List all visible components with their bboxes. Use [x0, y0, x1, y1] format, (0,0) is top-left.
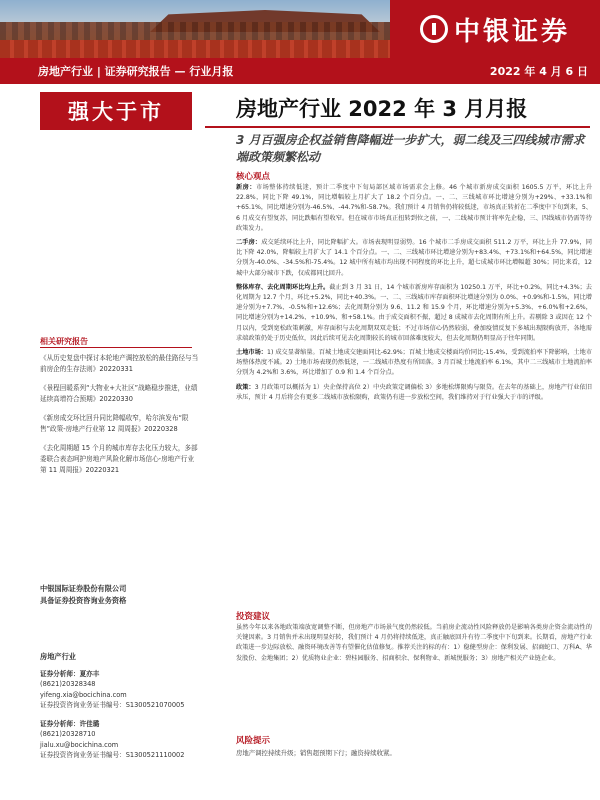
- investment-text: 虽然今年以来各地政策端放宽调整不断，但房地产市场景气度仍然较低。当前房企流动性风险释放仍是影响各类房企资金流动性的关键因素。3 月销售并未出现明显好转，我们预计 4 月仍将持续低迷，真正触底回升有待二季度中下旬到来。长期看，房地产行业政策进一步边际放松、融资环境改善等有望催化估值修复。推荐关注的标的有：1）稳健型房企：保利发展、招商蛇口、万科A、华发股份、金地集团；2）优质物业企业：碧桂园服务、招商积余、保利物业、新城悦服务；3）房地产相关产业链企业。: [236, 624, 592, 662]
- core-paragraph: [236, 238, 592, 279]
- analyst-name: 许佳璐: [79, 719, 100, 728]
- related-divider: [40, 347, 192, 348]
- page-title: 房地产行业 2022 年 3 月月报: [236, 97, 528, 121]
- paragraph-lead: 新房：: [236, 184, 256, 191]
- core-paragraph: [236, 348, 592, 379]
- title-divider: [205, 126, 590, 128]
- analyst-block: [40, 669, 200, 711]
- analyst-role: 证券分析师：: [40, 669, 80, 678]
- related-report-list: [40, 353, 200, 484]
- risk-text: 房地产调控持续升级；销售超预期下行；融资持续收紧。: [236, 749, 396, 757]
- core-heading: 核心观点: [236, 172, 271, 182]
- paragraph-lead: 土地市场：: [236, 349, 268, 357]
- analyst-name: 夏亦丰: [79, 669, 100, 678]
- analyst-email[interactable]: yifeng.xia@bocichina.com: [40, 690, 127, 699]
- brand-name: 中银证券: [453, 16, 570, 47]
- paragraph-text: 3 月政策可以概括为 1）央企保持高位 2）中央政策定调偏松 3）多地松绑限购与限贷。在去年的基础上，房地产行业依旧承压，预计 4 月后将会有更多二线城市放松限购，政策仍有进一步放松空间，我们维持对于行业强大于市的评级。: [236, 383, 592, 401]
- analyst-block: [40, 719, 200, 761]
- paragraph-lead: 整体库存、去化周期环比均上升。: [236, 283, 330, 291]
- paragraph-text: 截止到 3 月 31 日，14 个城市新房库存面积为 10250.1 万平，环比+0.2%，同比+4.3%；去化周期为 12.7 个月，环比+5.2%，同比+40.3%。一、二、三线城市库存面积环比增速分别为 0.0%、+0.9%和-1.5%，同比增速分别为+7.7%、-0.5%和+12.6%；去化周期分别为 9.6、11.2 和 15.9 个月，环比增速分别为+5.3%、+6.0%和+2.6%，同比增速分别为+14.2%、+10.9%、和+58.1%。由于成交面积不振，超过 8 成城市去化周期有所上升。若剔除 3 或因在 12 个月以内，受到宽松政策刺激，库存面积与去化周期双双走低；不过市场信心仍然较弱，叠加疫情反复下多城出现限购放开，各地需求端政策仍处于历史低位，因此后续可见去化周期较长的城市回落难度较大，但去化周期仍明显高于往年同期。: [236, 283, 592, 342]
- analyst-phone: (8621)20328348: [40, 680, 96, 688]
- report-date: 2022 年 4 月 6 日: [489, 65, 588, 78]
- paragraph-lead: 二手房：: [236, 239, 262, 247]
- related-heading: 相关研究报告: [40, 337, 88, 346]
- related-report-link[interactable]: 《从历史复盘中探讨本轮地产调控放松的最佳路径与当前房企的生存法则》20220331: [40, 354, 199, 373]
- rating-badge: 强大于市: [40, 92, 192, 130]
- related-report-link[interactable]: 《新房成交环比回升同比降幅收窄，哈尔滨发布“限售”政策-房地产行业第 12 周周报》20220328: [40, 414, 189, 433]
- paragraph-text: 市场整体持续低迷，预计二季度中下旬局部区域市场需求会上修。46 个城市新房成交面积 1605.5 万平，环比上升 22.8%，同比下降 49.1%，同比增幅较上月扩大了 18.2 个百分点。一、二、三线城市环比增速分别为+29%、+33.1%和+65.1%，同比增速分别为-46.5%、-44.7%和-58.7%。我们预计 4 月销售仍将较低迷，市场真正转折在二季度中下旬到来，5、6 月成交有望复苏，同比跌幅有望收窄。但在城市市场真正扭转到位之前，一、二线城市预计将率先企稳，三、四线城市仍需等待政策发力。: [236, 184, 593, 232]
- report-category-bar: [0, 58, 600, 84]
- company-info: 中银国际证券股份有限公司 具备证券投资咨询业务资格: [40, 584, 127, 605]
- paragraph-lead: 政策：: [236, 383, 255, 391]
- paragraph-text: 成交延续环比上升，同比降幅扩大。市场表现明显弱势。16 个城市二手房成交面积 511.2 万平，环比上升 77.9%，同比下降 42.0%，降幅较上月扩大了 14.1 个百分点。一、二、三线城市环比增速分别为+83.4%、+73.1%和+64.5%，同比增速分别为-40.0%、-34.5%和-75.4%。12 城中所有城市均出现不同程度的环比上升，超七成城市环比增幅超 30%；同比来看，12 城中大部分城市下跌，仅成都同比回升。: [236, 239, 592, 277]
- analyst-cert: 证券投资咨询业务证书编号：S1300521070005: [40, 701, 185, 709]
- core-paragraph: [236, 283, 592, 344]
- analyst-email[interactable]: jialu.xu@bocichina.com: [40, 740, 119, 749]
- bank-logo-icon: [420, 15, 448, 43]
- core-paragraph: [236, 383, 592, 403]
- core-paragraph: [236, 183, 592, 234]
- paragraph-text: 1) 成交显著缩量。百城土地成交建面同比-62.9%；百城土地成交楼面均价同比-15.4%，受到流拍率下降影响，土地市场整体热度不减。2) 土地市场表现仍然低迷，一二线城市热度有所回落。3 月百城土地流拍率 6.1%，其中二三线城市土地流拍率分别为 4.2%和 3.6%，环比增加了 0.9 和 1.4 个百分点。: [236, 349, 593, 377]
- report-category: 房地产行业 | 证券研究报告 — 行业月报: [38, 65, 234, 78]
- analyst-cert: 证券投资咨询业务证书编号：S1300521110002: [40, 751, 185, 759]
- related-report-link[interactable]: 《去化周期超 15 个月的城市库存去化压力较大，多部委联合表态呵护房地产风险化解市场信心-房地产行业第 11 周周报》20220321: [40, 444, 198, 474]
- risk-heading: 风险提示: [236, 736, 271, 746]
- analyst-role: 证券分析师：: [40, 719, 80, 728]
- header-banner: [0, 0, 600, 58]
- core-content: [236, 183, 592, 407]
- brand-logo: [390, 0, 600, 58]
- investment-heading: 投资建议: [236, 612, 271, 622]
- investment-content: [236, 623, 592, 664]
- page-subtitle: 3 月百强房企权益销售降幅进一步扩大，弱二线及三四线城市需求端政策频繁松动: [236, 133, 585, 164]
- analyst-sector: 房地产行业: [40, 652, 76, 661]
- analyst-section: [40, 652, 200, 769]
- analyst-phone: (8621)20328710: [40, 730, 96, 738]
- related-report-link[interactable]: 《景程回暖系列“大物业+大社区”战略稳步推进，业绩延续高增符合预期》20220330: [40, 384, 198, 403]
